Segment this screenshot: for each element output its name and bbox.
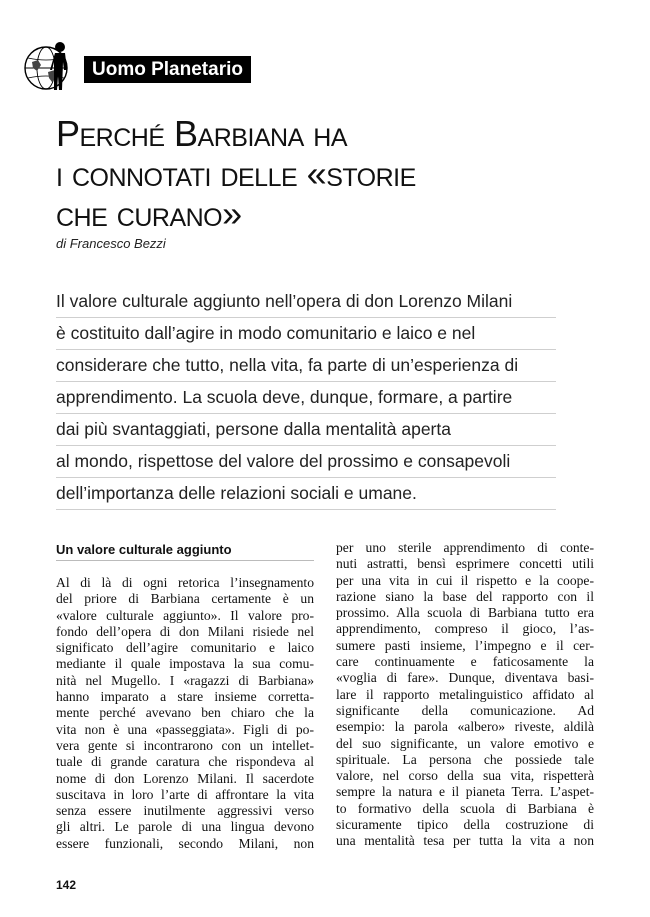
article-title [56,114,616,234]
body-line: vita non è una «passeggiata». Figli di po- [56,721,314,737]
lead-line: apprendimento. La scuola deve, dunque, formare, a partire [56,382,556,414]
title-line: i connotati delle «storie [56,153,416,194]
body-line: essere funzionali, secondo Milani, non [56,835,314,851]
subheading: Un valore culturale aggiunto [56,540,314,561]
lead-line: dai più svantaggiati, persone dalla mentalità aperta [56,414,556,446]
body-line: care continuamente e faticosamente la [336,654,594,670]
body-line: sumere pasti insieme, l’impegno e il cer- [336,637,594,653]
body-line: apprendimento, compreso il gioco, l’as- [336,621,594,637]
body-line: gli altri. Le parole di una lingua devono [56,819,314,835]
body-line: vera gente si incontrarono con un intellet- [56,737,314,753]
body-line: valore, nel corso della sua vita, rispetterà [336,768,594,784]
body-line: mente perché avevano ben chiaro che la [56,705,314,721]
body-line: fondo dell’opera di don Milani risiede nel [56,623,314,639]
body-line: Al di là di ogni retorica l’insegnamento [56,575,314,590]
section-tag: Uomo Planetario [84,56,251,83]
body-line: significato dell’agire comunitario e laico [56,640,314,656]
body-line: una mentalità tesa per tutta la vita a non [336,833,594,849]
body-line: del suo significante, un valore emotivo e [336,735,594,751]
body-line: to formativo della scuola di Barbiana è [336,800,594,816]
body-line: del priore di Barbiana certamente è un [56,591,314,607]
lead-line: dell’importanza delle relazioni sociali e umane. [56,478,556,510]
body-line: nità nel Mugello. I «ragazzi di Barbiana» [56,672,314,688]
lead-line: è costituito dall’agire in modo comunitario e laico e nel [56,318,556,350]
body-line: per uno sterile apprendimento di conte- [336,540,594,555]
body-line: tuale di grande caratura che rispondeva al [56,754,314,770]
title-line: che curano» [56,193,242,234]
body-line: suscitava in loro l’arte di affrontare la vita [56,786,314,802]
lead-line: considerare che tutto, nella vita, fa parte di un’esperienza di [56,350,556,382]
body-line: lare il rapporto metalinguistico affidato al [336,686,594,702]
body-line: sicuramente tipico della costruzione di [336,817,594,833]
body-line: esempio: la parola «albero» riveste, aldilà [336,719,594,735]
body-line: senza essere inutilmente aggressivi verso [56,803,314,819]
lead-line: al mondo, rispettose del valore del prossimo e consapevoli [56,446,556,478]
body-line: «voglia di fare». Dunque, diventava basi- [336,670,594,686]
body-line: mediante il quale impostava la sua comu- [56,656,314,672]
body-line: nuti astratti, bensì esprimere concetti utili [336,556,594,572]
author-byline: di Francesco Bezzi [56,236,166,251]
body-line: per una vita in cui il rispetto e la coope- [336,572,594,588]
body-line: razione siano la base del rapporto con il [336,588,594,604]
lead-paragraph [56,286,556,510]
body-line: significante della comunicazione. Ad [336,702,594,718]
globe-man-logo-icon [22,38,78,94]
title-line: Perché Barbiana ha [56,113,348,154]
body-line: hanno imparato a stare insieme corretta- [56,689,314,705]
body-line: nome di don Lorenzo Milani. Il sacerdote [56,770,314,786]
right-column [336,540,594,850]
body-line: prossimo. Alla scuola di Barbiana tutto era [336,605,594,621]
page-number: 142 [56,878,77,892]
body-line: spirituale. La persona che possiede tale [336,751,594,767]
body-line: sempre la natura e il pianeta Terra. L’aspet- [336,784,594,800]
body-line: «valore culturale aggiunto». Il valore pro- [56,607,314,623]
lead-line: Il valore culturale aggiunto nell’opera di don Lorenzo Milani [56,286,556,318]
left-column [56,540,314,852]
